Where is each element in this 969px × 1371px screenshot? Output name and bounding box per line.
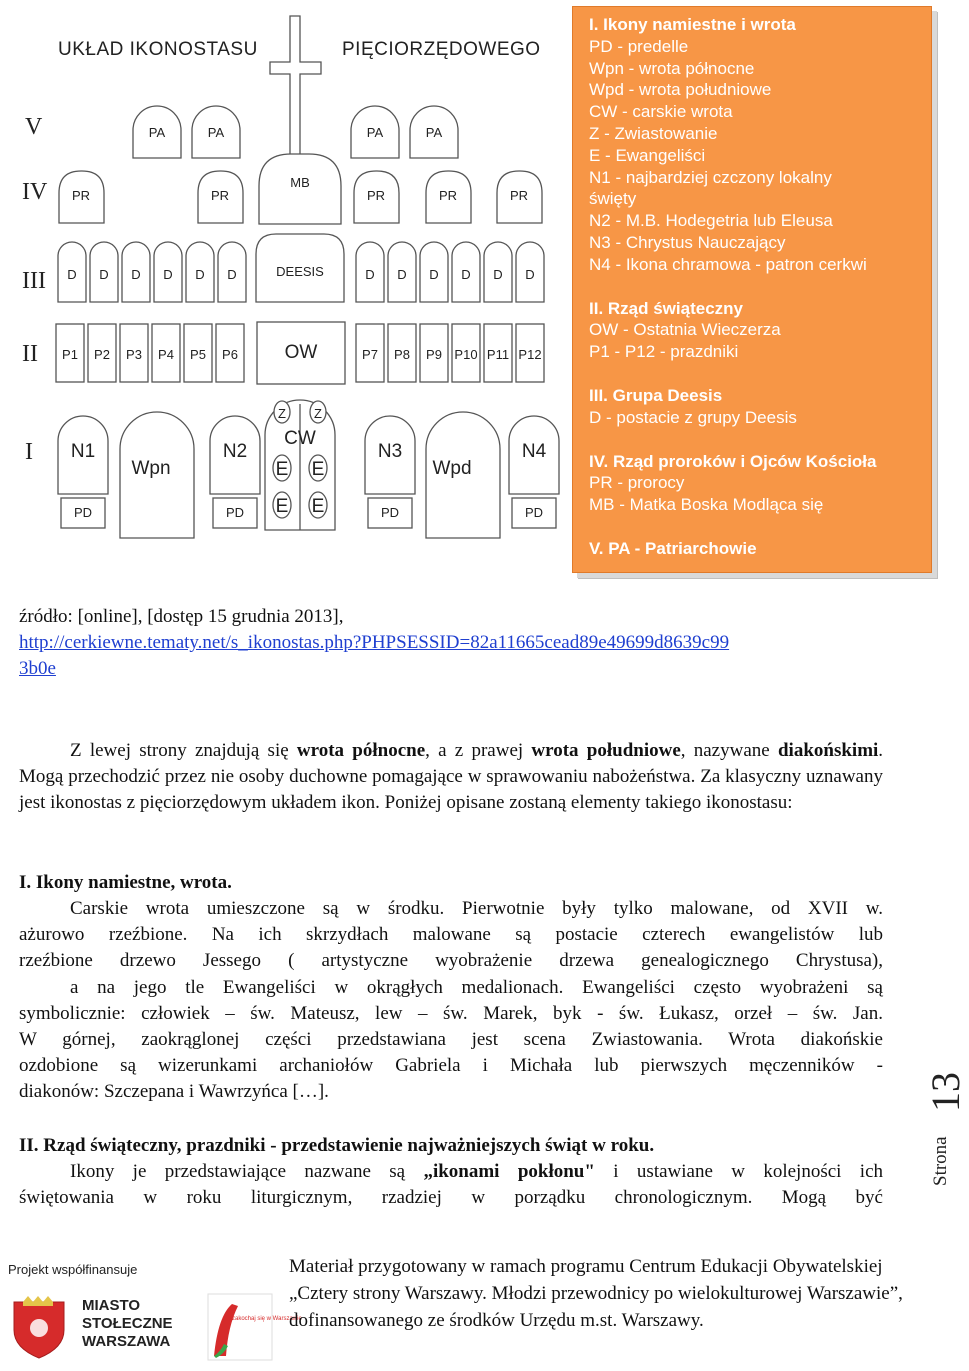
cofinanced-label: Projekt współfinansuje [8,1262,138,1277]
predella-label: PD [225,505,245,520]
legend-item: E - Ewangeliści [589,145,706,165]
patriarch-label: PA [148,125,166,140]
patriarch-label: PA [207,125,225,140]
last-supper-label: OW [284,342,318,363]
row-label-5: V [25,114,43,140]
prophet-label: PR [71,188,91,203]
patriarch-label: PA [425,125,443,140]
cross-icon [270,16,321,156]
feast-label: P9 [426,347,442,362]
patriarch-label: PA [366,125,384,140]
feast-label: P11 [486,347,510,362]
feast-label: P6 [222,347,238,362]
legend-item: N3 - Chrystus Nauczający [589,232,786,252]
prophet-label: PR [366,188,386,203]
christ-teacher-icon-label: N3 [377,441,403,462]
deesis-label: D [365,267,375,282]
legend-section-title: V. PA - Patriarchowie [589,538,757,558]
feast-label: P3 [126,347,142,362]
svg-text:MIASTO: MIASTO [82,1297,141,1314]
paragraph-doors: Z lewej strony znajdują się wrota północne, a z prawej wrota południowe, nazywane diakońskimi. Mogą przechodzić przez nie osoby duchowne pomagające w sprawowaniu nabożeństwa. Za klasyczny uznawany jest ikonostas z pięciorzędowym układem ikon. Poniżej opisane zostaną elementy takiego ikonostasu: [19,740,884,814]
warsaw-crest-logo [8,1286,302,1366]
legend-item: CW - carskie wrota [589,102,733,122]
legend-item: PD - predelle [589,36,689,56]
legend-item: N4 - Ikona chramowa - patron cerkwi [589,254,867,274]
predella-label: PD [73,505,93,520]
feast-label: P7 [362,347,378,362]
legend-section-title: III. Grupa Deesis [589,385,723,405]
hodegetria-icon-label: N2 [222,441,248,462]
legend-item: PR - prorocy [589,473,685,493]
footer-logos [8,1256,302,1366]
heading-section-2: II. Rząd świąteczny, prazdniki - przedstawienie najważniejszych świąt w roku. [19,1135,655,1156]
footer-text: Materiał przygotowany w ramach programu Centrum Edukacji Obywatelskiej „Cztery strony Warszawy. Młodzi przewodnicy po wielokulturowej Warszawie”, dofinansowanego ze środków Urzędu m.st. Warszawy. [289,1256,903,1331]
deesis-label: D [67,267,77,282]
deesis-label: D [461,267,471,282]
deesis-label: D [99,267,109,282]
legend-box [572,6,932,573]
feast-label: P12 [518,347,542,362]
evangelist-label: E [311,459,325,480]
feast-label: P10 [454,347,478,362]
legend-item: Wpn - wrota północne [589,58,755,78]
row-label-3: III [22,268,46,294]
iconostasis-diagram [12,6,560,542]
deesis-center-label: DEESIS [276,264,324,279]
legend-section-title: IV. Rząd proroków i Ojców Kościoła [589,451,877,471]
evangelist-label: E [311,496,325,517]
row-label-2: II [22,341,38,367]
deesis-label: D [163,267,173,282]
zakochaj-logo: zakochaj się w Warszawie [232,1316,302,1322]
paragraph-royal-doors: Carskie wrota umieszczone są w środku. Pierwotnie były tylko malowane, od XVII w. ażurowo rzeźbione. Na ich skrzydłach malowane są postacie czterech ewangelistów lub rzeźbione drzewo Jessego ( artystyczne wyobrażenie drzewa genealogicznego Chrystusa), a na jego tle Ewangeliści w okrągłych medalionach. Ewangeliści często wyobrażeni są symbolicznie: człowiek – św. Mateusz, lew – św. Marek, byk - św. Łukasz, orzeł – św. Jan. W górnej, zaokrąglonej części przedstawiana jest scena Zwiastowania. Wrota diakońskie ozdobione są wizerunkami archaniołów Gabriela i Michała lub pierwszych męczenników - diakonów: Szczepana i Wawrzyńca […]. [19,898,883,1103]
feast-label: P1 [62,347,78,362]
legend-item: święty [589,189,637,209]
legend-item: Z - Zwiastowanie [589,123,718,143]
deesis-label: D [397,267,407,282]
deesis-label: D [525,267,535,282]
deesis-label: D [429,267,439,282]
legend-item: N1 - najbardziej czczony lokalny [589,167,832,187]
legend-section-title: I. Ikony namiestne i wrota [589,15,796,34]
evangelist-label: E [275,496,289,517]
deesis-label: D [227,267,237,282]
legend-item: P1 - P12 - prazdniki [589,342,739,362]
heading-section-1: I. Ikony namiestne, wrota. [19,872,232,893]
prophet-label: PR [509,188,529,203]
legend-item: OW - Ostatnia Wieczerza [589,320,781,340]
source-link[interactable]: http://cerkiewne.tematy.net/s_ikonostas.php?PHPSESSID=82a11665cead89e49699d8639c99 3b0e [19,632,730,679]
feast-label: P4 [158,347,174,362]
paragraph-feasts: Ikony je przedstawiające nazwane są „ikonami pokłonu" i ustawiane w kolejności ich świętowania w roku liturgicznym, rzadziej w porządku chronologicznym. Mogą być [19,1161,883,1209]
source-prefix: źródło: [online], [dostęp 15 grudnia 2013], [19,606,344,627]
diagram-title-right: PIĘCIORZĘDOWEGO [342,39,541,60]
legend-section-title: II. Rząd świąteczny [589,298,743,318]
source-citation [19,604,899,682]
temple-icon-label: N4 [521,441,547,462]
south-door-label: Wpd [432,458,472,479]
row-label-1: I [25,439,33,465]
evangelist-label: E [275,459,289,480]
royal-doors-label: CW [284,428,316,449]
predella-label: PD [380,505,400,520]
predella-label: PD [524,505,544,520]
annunciation-label: Z [278,406,286,421]
local-saint-icon-label: N1 [70,441,96,462]
row-label-4: IV [22,179,48,205]
legend-item: N2 - M.B. Hodegetria lub Eleusa [589,211,833,231]
feast-label: P5 [190,347,206,362]
deesis-label: D [195,267,205,282]
feast-label: P8 [394,347,410,362]
prophet-label: PR [210,188,230,203]
svg-text:STOŁECZNE: STOŁECZNE [82,1315,173,1332]
deesis-label: D [131,267,141,282]
legend-item: MB - Matka Boska Modląca się [589,495,824,515]
page-number: Strona 13 [923,1072,968,1186]
svg-text:WARSZAWA: WARSZAWA [82,1333,171,1350]
annunciation-label: Z [314,406,322,421]
legend-item: D - postacie z grupy Deesis [589,407,797,427]
feast-label: P2 [94,347,110,362]
mother-of-god-label: MB [290,175,310,190]
deesis-label: D [493,267,503,282]
prophet-label: PR [438,188,458,203]
diagram-title-left: UKŁAD IKONOSTASU [58,39,258,60]
legend-item: Wpd - wrota południowe [589,80,772,100]
north-door-label: Wpn [131,458,171,479]
